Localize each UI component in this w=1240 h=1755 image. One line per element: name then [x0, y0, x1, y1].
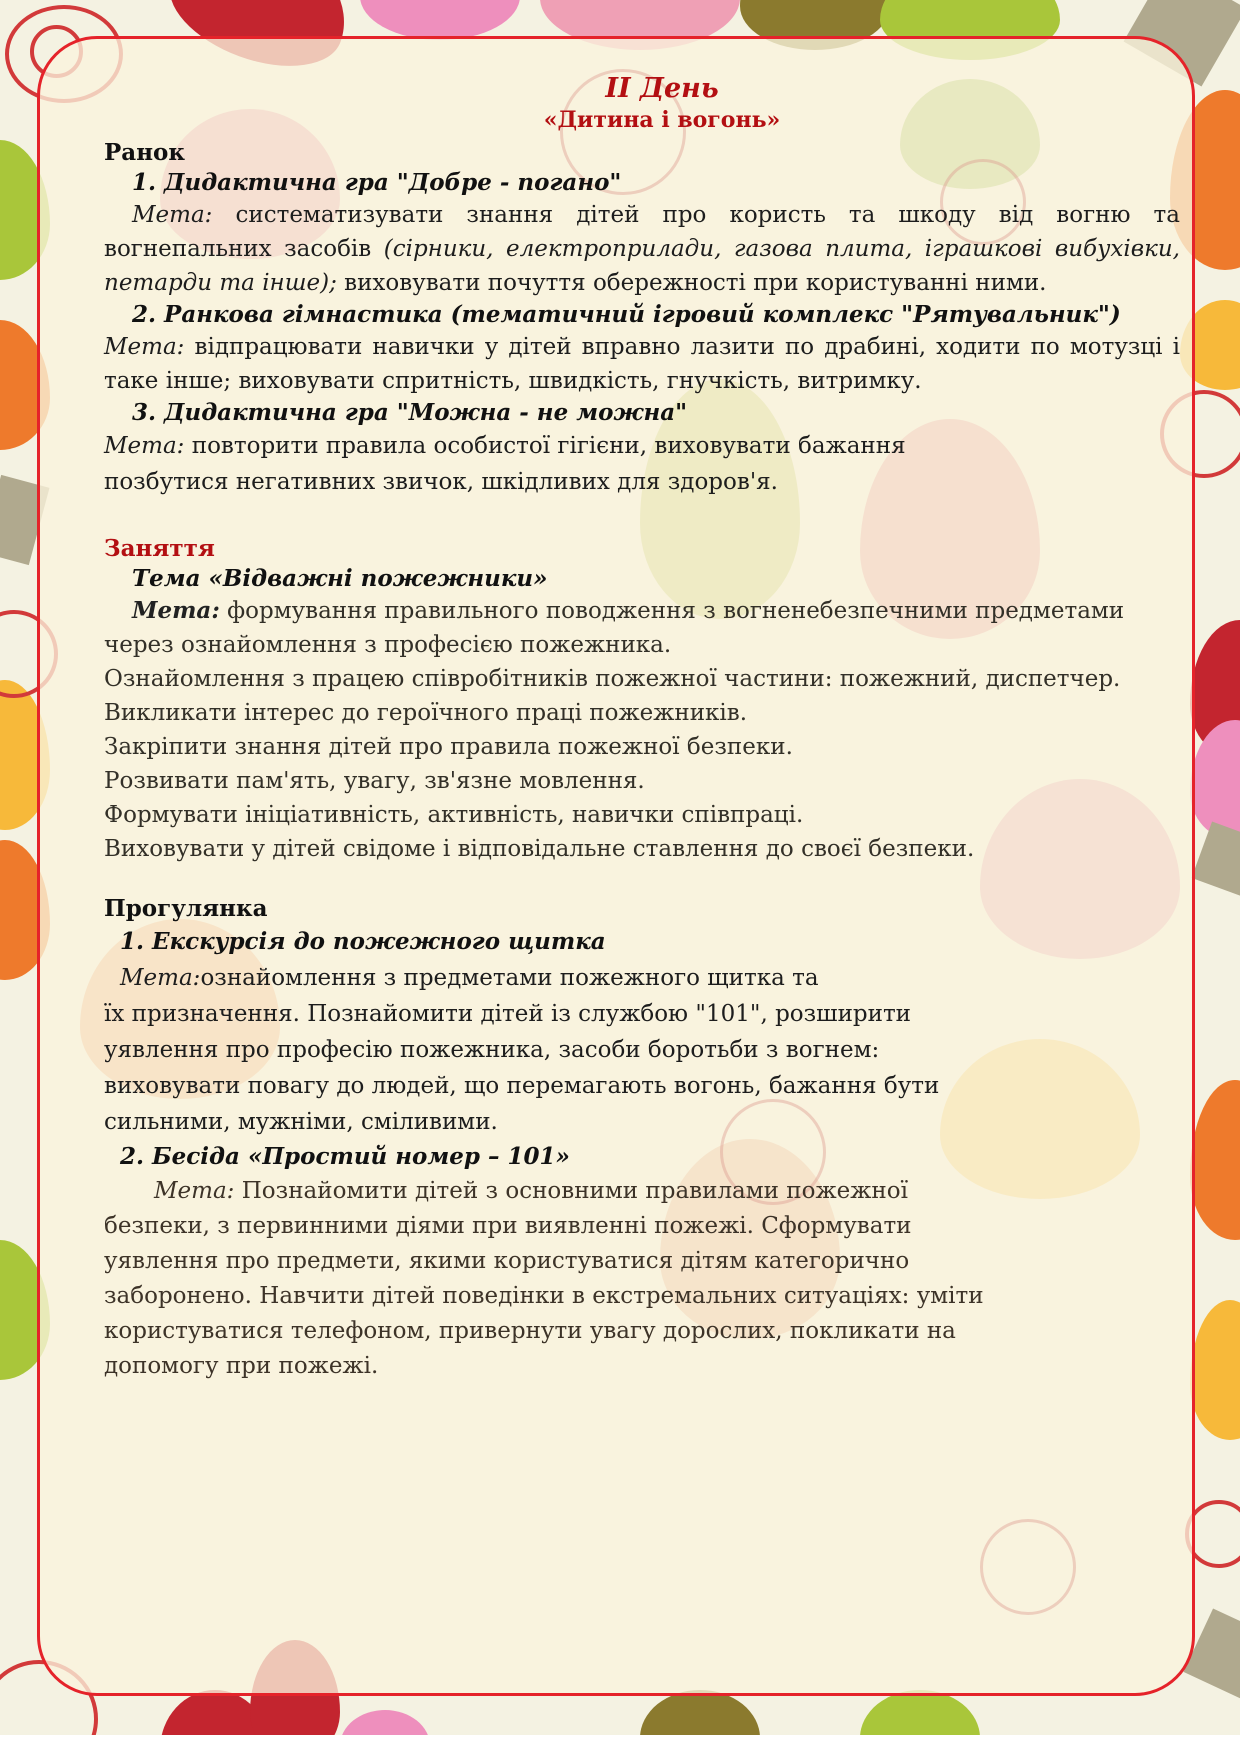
goal-text: формування правильного поводження з вогненебезпечними предметами через ознайомлення з професією пожежника. — [104, 598, 1125, 658]
lesson-topic: Тема «Відважні пожежники» — [132, 565, 548, 592]
goal-label: Мета: — [104, 334, 185, 360]
goal-line: їх призначення. Познайомити дітей із службою "101", розширити — [104, 1001, 911, 1027]
section-heading-lesson: Заняття — [104, 535, 215, 562]
activity-goal — [104, 1174, 1180, 1384]
page-title: II День — [605, 73, 719, 104]
activity-title: 3. Дидактична гра "Можна - не можна" — [132, 399, 688, 426]
flower-petal-decoration — [340, 1710, 430, 1735]
lesson-line: Закріпити знання дітей про правила пожежної безпеки. — [104, 734, 793, 760]
goal-line: сильними, мужніми, сміливими. — [104, 1109, 498, 1135]
page-subtitle: «Дитина і вогонь» — [543, 107, 781, 133]
goal-line: виховувати повагу до людей, що перемагають вогонь, бажання бути — [104, 1073, 940, 1099]
square-decoration — [1192, 822, 1240, 899]
goal-line: безпеки, з первинними діями при виявленні пожежі. Сформувати — [104, 1213, 912, 1239]
activity-title: 1. Екскурсія до пожежного щитка — [120, 928, 606, 955]
activity-title: 1. Дидактична гра "Добре - погано" — [132, 169, 622, 196]
faded-spiral-decoration — [980, 1519, 1076, 1615]
goal-examples: (сірники, електроприлади, газова плита, іграшкові вибухівки, петарди та інше); — [104, 236, 1180, 296]
goal-text: Познайомити дітей з основними правилами пожежної — [234, 1178, 908, 1204]
activity-goal — [104, 330, 1180, 398]
flower-petal-decoration — [360, 0, 520, 40]
goal-text: виховувати почуття обережності при користуванні ними. — [336, 270, 1047, 296]
flower-petal-decoration — [860, 1690, 980, 1735]
goal-line — [104, 1174, 1180, 1209]
goal-label: Мета: — [154, 1178, 235, 1204]
activity-title: 2. Ранкова гімнастика (тематичний ігровий комплекс "Рятувальник") — [132, 301, 1121, 328]
goal-line: уявлення про професію пожежника, засоби боротьби з вогнем: — [104, 1037, 880, 1063]
goal-line: допомогу при пожежі. — [104, 1353, 379, 1379]
flower-petal-decoration — [1190, 1080, 1240, 1240]
goal-label: Мета: — [104, 433, 185, 459]
lesson-line: Ознайомлення з працею співробітників пожежної частини: пожежний, диспетчер. — [104, 666, 1121, 692]
lesson-line: Формувати ініціативність, активність, навички співпраці. — [104, 802, 804, 828]
goal-text: систематизувати знання дітей про користь та шкоду від вогню та вогнепальних засобів — [104, 202, 1180, 262]
goal-line — [104, 960, 1180, 996]
goal-text: позбутися негативних звичок, шкідливих для здоров'я. — [104, 469, 778, 495]
goal-line: користуватися телефоном, привернути увагу дорослих, покликати на — [104, 1318, 956, 1344]
lesson-line: Викликати інтерес до героїчного праці пожежників. — [104, 700, 748, 726]
lesson-goal — [104, 594, 1180, 662]
activity-goal — [104, 960, 1180, 1140]
goal-label: Мета: — [132, 597, 220, 624]
activity-title: 2. Бесіда «Простий номер – 101» — [120, 1143, 570, 1170]
activity-goal — [104, 198, 1180, 300]
section-heading-walk: Прогулянка — [104, 895, 268, 922]
lesson-line: Виховувати у дітей свідоме і відповідальне ставлення до своєї безпеки. — [104, 836, 975, 862]
flower-petal-decoration — [640, 1690, 760, 1735]
flower-petal-decoration — [1190, 1300, 1240, 1440]
lesson-line: Розвивати пам'ять, увагу, зв'язне мовлення. — [104, 768, 645, 794]
goal-text: ознайомлення з предметами пожежного щитка та — [200, 965, 819, 991]
goal-label: Мета: — [120, 965, 201, 991]
activity-goal — [104, 428, 1180, 500]
goal-label: Мета: — [132, 202, 213, 228]
goal-line: уявлення про предмети, якими користуватися дітям категорично — [104, 1248, 910, 1274]
section-heading-morning: Ранок — [104, 139, 185, 166]
goal-line: заборонено. Навчити дітей поведінки в екстремальних ситуаціях: уміти — [104, 1283, 984, 1309]
goal-text: відпрацювати навички у дітей вправно лазити по драбині, ходити по мотузці і таке інше; виховувати спритність, швидкість, гнучкість, витримку. — [104, 334, 1180, 394]
goal-text: повторити правила особистої гігієни, виховувати бажання — [184, 433, 906, 459]
document-content — [104, 72, 1180, 1384]
